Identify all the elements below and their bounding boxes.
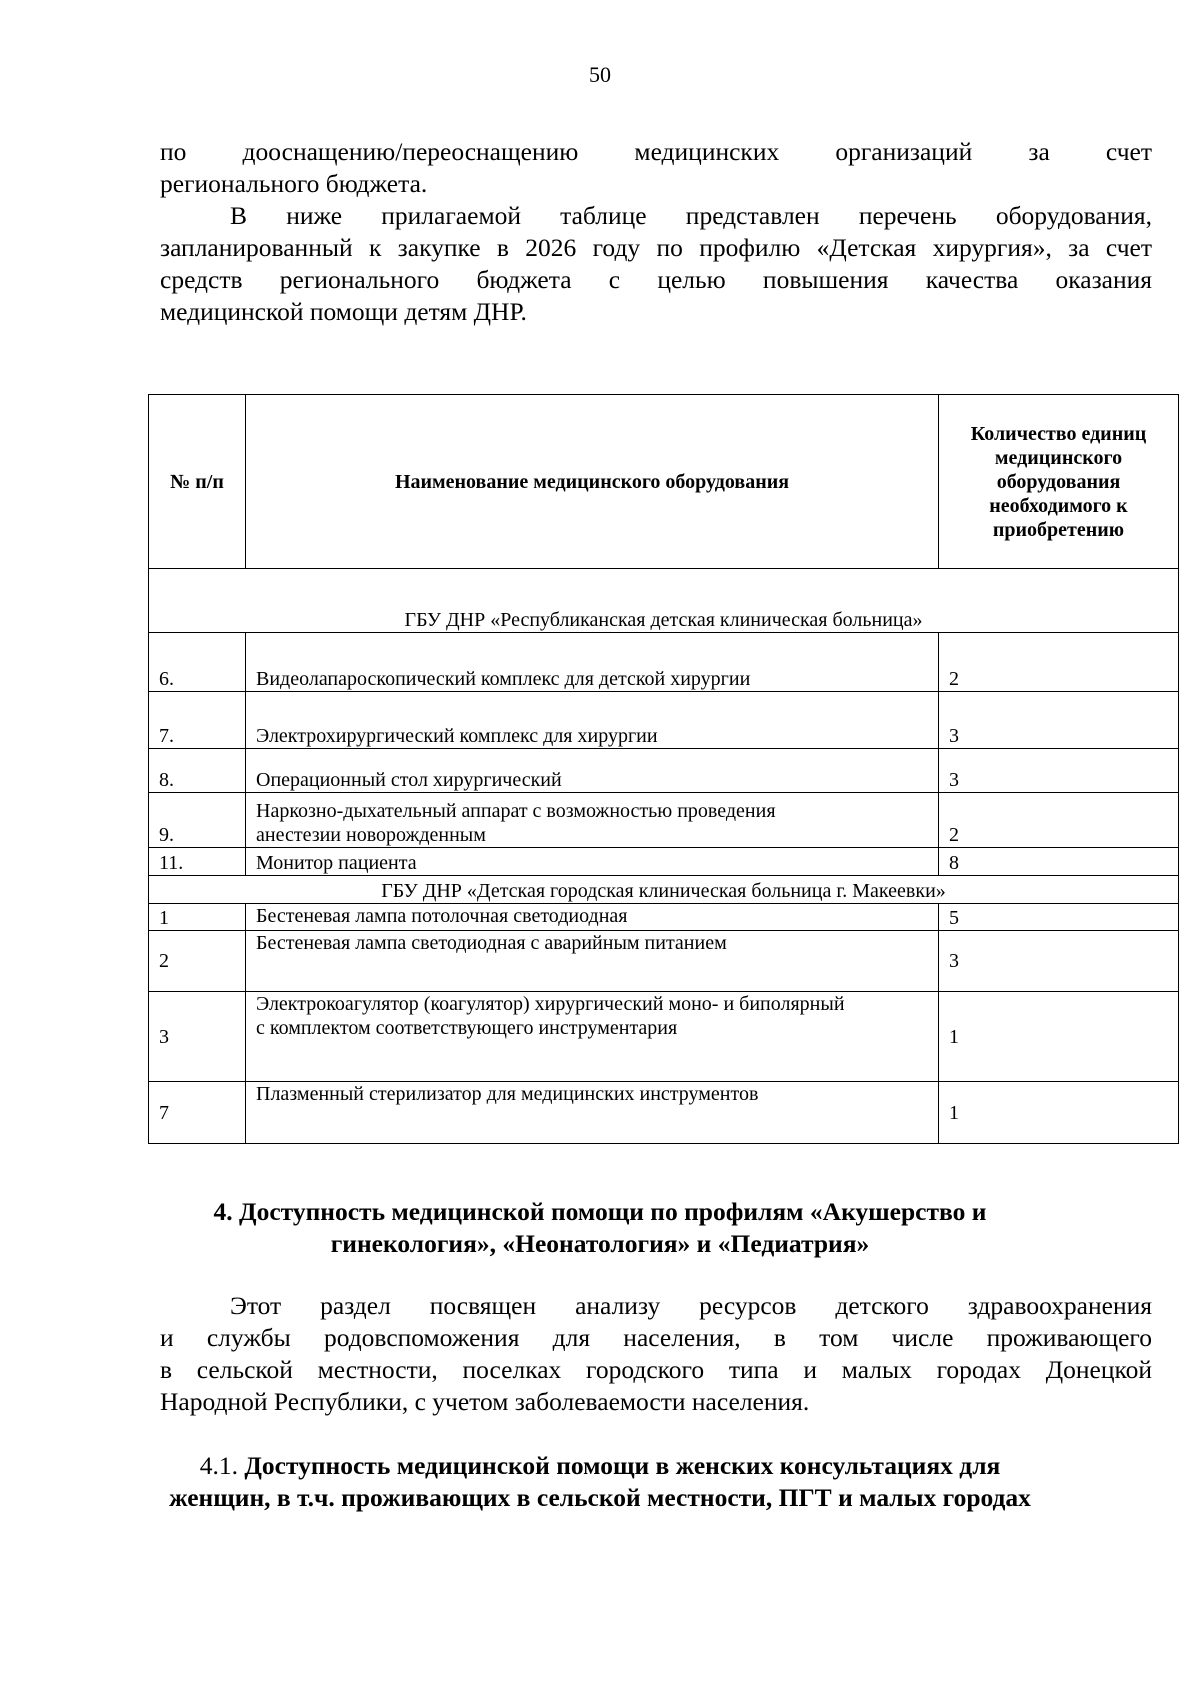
section-4-body-line-2: и службы родовспоможения для населения, в том числе проживающего xyxy=(160,1323,1152,1352)
intro-para-line-3: средств регионального бюджета с целью повышения качества оказания xyxy=(160,265,1152,294)
header-name: Наименование медицинского оборудования xyxy=(246,395,939,569)
section-4-body-line-1: Этот раздел посвящен анализу ресурсов детского здравоохранения xyxy=(230,1291,1152,1320)
row-qty: 2 xyxy=(939,633,1179,692)
table-header-row xyxy=(149,395,1179,569)
row-num: 7 xyxy=(149,1082,246,1144)
table-row xyxy=(149,904,1179,931)
table-row xyxy=(149,633,1179,692)
group-row-1 xyxy=(149,569,1179,633)
intro-para-line-4: медицинской помощи детям ДНР. xyxy=(160,297,527,326)
row-num: 6. xyxy=(149,633,246,692)
row-num: 7. xyxy=(149,692,246,749)
intro-line-1: по дооснащению/переоснащению медицинских организаций за счет xyxy=(160,137,1152,166)
group-title-1: ГБУ ДНР «Республиканская детская клиническая больница» xyxy=(149,569,1179,633)
row-qty: 2 xyxy=(939,793,1179,848)
intro-para-line-2: запланированный к закупке в 2026 году по профилю «Детская хирургия», за счет xyxy=(160,233,1152,262)
row-name-line-1: Наркозно-дыхательный аппарат с возможностью проведения xyxy=(256,800,776,822)
intro-line-2: регионального бюджета. xyxy=(160,169,428,198)
row-name: Бестеневая лампа светодиодная с аварийным питанием xyxy=(246,931,939,992)
section-4-body-line-3: в сельской местности, поселках городского типа и малых городах Донецкой xyxy=(160,1355,1152,1384)
row-name xyxy=(246,992,939,1082)
section-4-1-title-text: Доступность медицинской помощи в женских консультациях для xyxy=(244,1451,1001,1480)
row-name: Операционный стол хирургический xyxy=(246,749,939,793)
row-qty: 1 xyxy=(939,1082,1179,1144)
table-row xyxy=(149,749,1179,793)
intro-para-line-1: В ниже прилагаемой таблице представлен перечень оборудования, xyxy=(230,201,1152,230)
header-qty: Количество единиц медицинского оборудования необходимого к приобретению xyxy=(939,395,1179,569)
table-row xyxy=(149,931,1179,992)
section-4-title-line-1: 4. Доступность медицинской помощи по профилям «Акушерство и xyxy=(213,1197,987,1226)
table-row xyxy=(149,793,1179,848)
row-name: Монитор пациента xyxy=(246,848,939,876)
section-4-title-line-2: гинекология», «Неонатология» и «Педиатрия» xyxy=(330,1229,870,1258)
row-name: Видеолапароскопический комплекс для детской хирургии xyxy=(246,633,939,692)
section-4-body-line-4: Народной Республики, с учетом заболеваемости населения. xyxy=(160,1387,810,1416)
group-row-2 xyxy=(149,876,1179,904)
row-name-line-2: с комплектом соответствующего инструментария xyxy=(256,1017,678,1039)
row-num: 9. xyxy=(149,793,246,848)
row-qty: 5 xyxy=(939,904,1179,931)
row-num: 3 xyxy=(149,992,246,1082)
row-name: Электрохирургический комплекс для хирургии xyxy=(246,692,939,749)
page-number: 50 xyxy=(589,62,611,87)
section-4-1-title-line-1 xyxy=(0,1450,1200,1482)
section-4-1-title-line-2: женщин, в т.ч. проживающих в сельской местности, ПГТ и малых городах xyxy=(169,1483,1031,1512)
header-num: № п/п xyxy=(149,395,246,569)
row-num: 2 xyxy=(149,931,246,992)
row-name: Бестеневая лампа потолочная светодиодная xyxy=(246,904,939,931)
table-row xyxy=(149,848,1179,876)
row-name xyxy=(246,793,939,848)
equipment-table xyxy=(148,394,1179,1144)
row-num: 11. xyxy=(149,848,246,876)
row-qty: 1 xyxy=(939,992,1179,1082)
section-4-1-number: 4.1. xyxy=(199,1451,238,1480)
row-qty: 3 xyxy=(939,931,1179,992)
row-num: 1 xyxy=(149,904,246,931)
row-name-line-2: анестезии новорожденным xyxy=(256,824,486,846)
group-title-2: ГБУ ДНР «Детская городская клиническая больница г. Макеевки» xyxy=(149,876,1179,904)
row-num: 8. xyxy=(149,749,246,793)
table-row xyxy=(149,1082,1179,1144)
row-name: Плазменный стерилизатор для медицинских инструментов xyxy=(246,1082,939,1144)
row-qty: 3 xyxy=(939,749,1179,793)
table-row xyxy=(149,992,1179,1082)
row-name-line-1: Электрокоагулятор (коагулятор) хирургический моно- и биполярный xyxy=(256,993,845,1015)
table-row xyxy=(149,692,1179,749)
row-qty: 8 xyxy=(939,848,1179,876)
row-qty: 3 xyxy=(939,692,1179,749)
